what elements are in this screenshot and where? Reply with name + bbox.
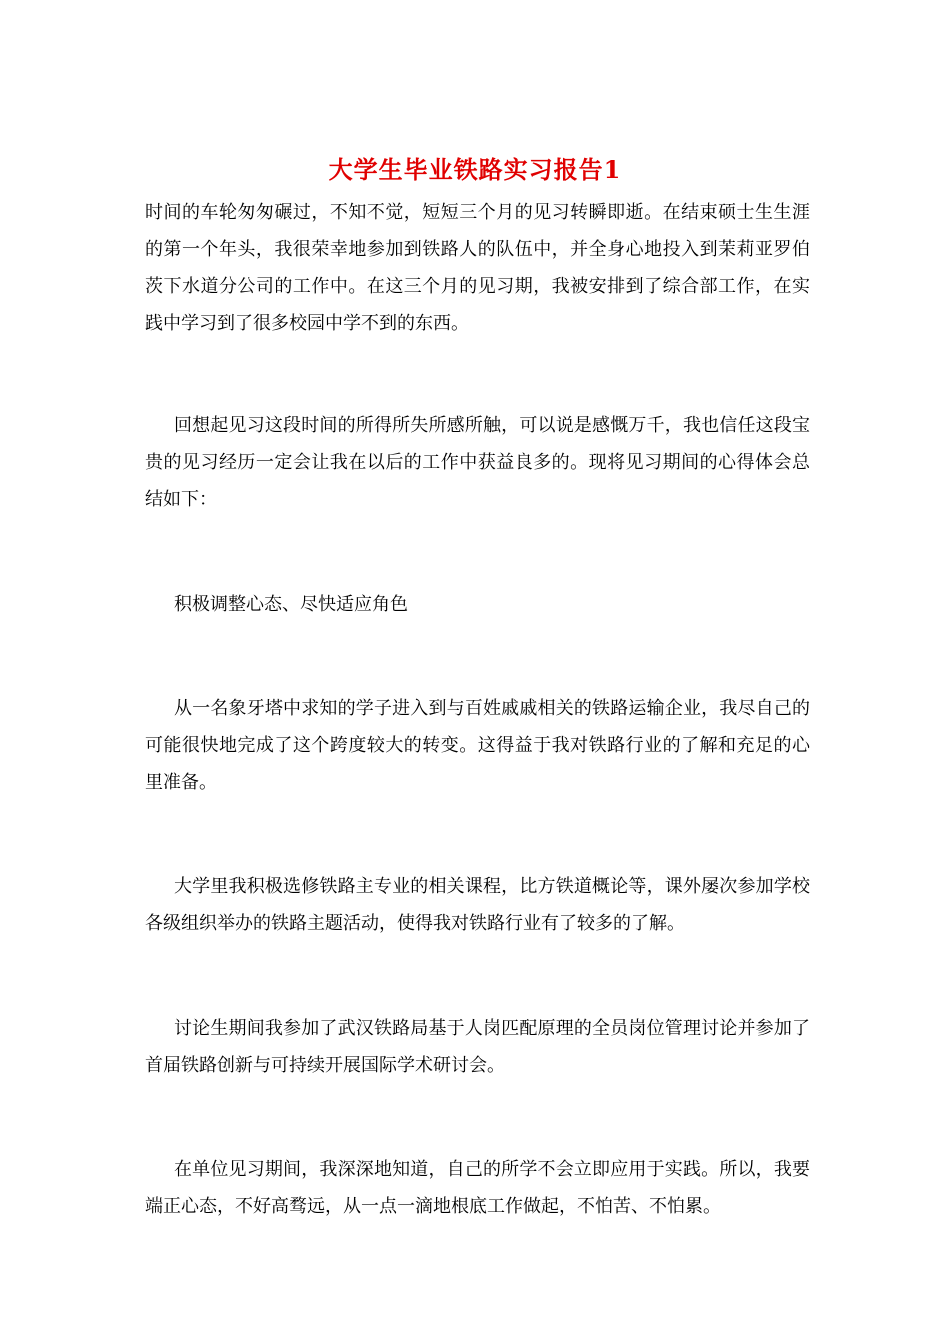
paragraph-5: 讨论生期间我参加了武汉铁路局基于人岗匹配原理的全员岗位管理讨论并参加了首届铁路创新与可持续开展国际学术研讨会。: [145, 1018, 810, 1076]
document-title: 大学生毕业铁路实习报告1: [328, 155, 622, 184]
paragraph-4: 大学里我积极选修铁路主专业的相关课程，比方铁道概论等，课外屡次参加学校各级组织举办的铁路主题活动，使得我对铁路行业有了较多的了解。: [145, 876, 810, 934]
paragraph-1: 时间的车轮匆匆碾过，不知不觉，短短三个月的见习转瞬即逝。在结束硕士生生涯的第一个年头，我很荣幸地参加到铁路人的队伍中，并全身心地投入到茉莉亚罗伯茨下水道分公司的工作中。在这三个月的见习期，我被安排到了综合部工作，在实践中学习到了很多校园中学不到的东西。: [145, 202, 810, 334]
section-heading: 积极调整心态、尽快适应角色: [174, 594, 408, 615]
paragraph-6: 在单位见习期间，我深深地知道，自己的所学不会立即应用于实践。所以，我要端正心态，不好高骛远，从一点一滴地根底工作做起，不怕苦、不怕累。: [145, 1159, 810, 1217]
paragraph-3: 从一名象牙塔中求知的学子进入到与百姓戚戚相关的铁路运输企业，我尽自己的可能很快地完成了这个跨度较大的转变。这得益于我对铁路行业的了解和充足的心里准备。: [145, 698, 810, 793]
paragraph-2: 回想起见习这段时间的所得所失所感所触，可以说是感慨万千，我也信任这段宝贵的见习经历一定会让我在以后的工作中获益良多的。现将见习期间的心得体会总结如下：: [145, 415, 810, 510]
